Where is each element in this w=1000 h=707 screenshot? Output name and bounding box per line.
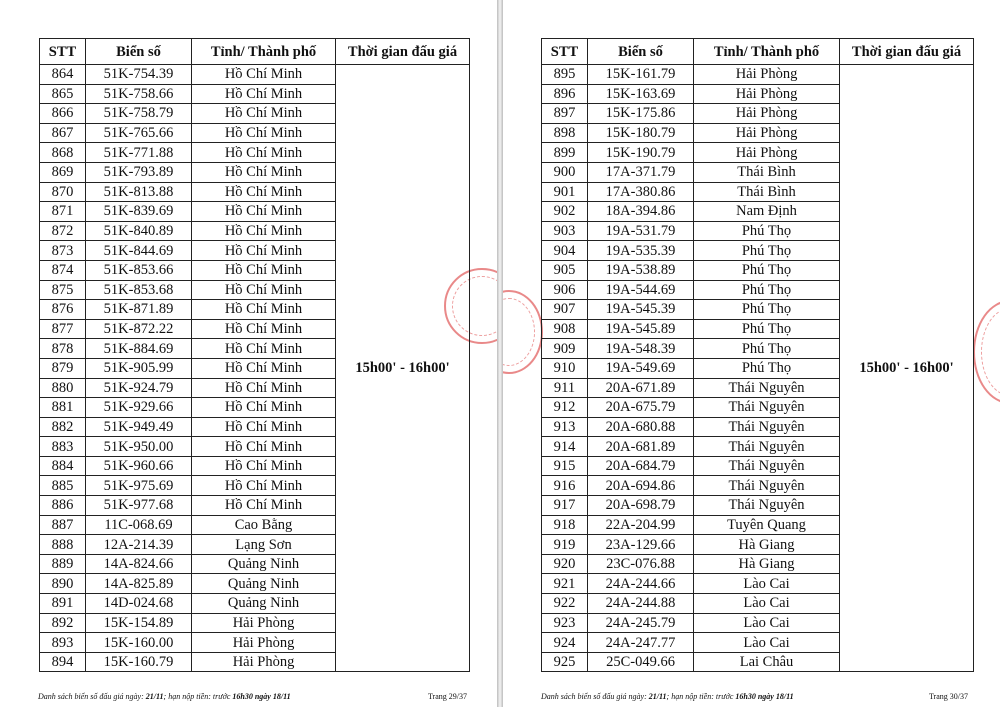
row-stt: 891	[40, 594, 86, 614]
row-province: Lạng Sơn	[192, 535, 336, 555]
row-province: Hải Phòng	[694, 84, 840, 104]
row-stt: 916	[542, 476, 588, 496]
footer-date: 21/11	[648, 692, 667, 701]
row-plate: 20A-694.86	[588, 476, 694, 496]
footer-prefix: Danh sách biển số đấu giá ngày:	[38, 692, 146, 701]
row-plate: 19A-531.79	[588, 221, 694, 241]
row-province: Hải Phòng	[694, 143, 840, 163]
row-plate: 15K-160.00	[86, 633, 192, 653]
row-stt: 889	[40, 554, 86, 574]
row-plate: 25C-049.66	[588, 652, 694, 672]
row-stt: 895	[542, 65, 588, 85]
row-province: Nam Định	[694, 202, 840, 222]
row-plate: 51K-929.66	[86, 398, 192, 418]
row-province: Phú Thọ	[694, 280, 840, 300]
row-stt: 918	[542, 515, 588, 535]
row-plate: 20A-698.79	[588, 496, 694, 516]
row-province: Hà Giang	[694, 554, 840, 574]
row-stt: 912	[542, 398, 588, 418]
row-stt: 882	[40, 417, 86, 437]
row-plate: 14A-825.89	[86, 574, 192, 594]
footer-deadline: 16h30 ngày 18/11	[735, 692, 794, 701]
row-stt: 890	[40, 574, 86, 594]
row-plate: 24A-244.88	[588, 594, 694, 614]
row-stt: 872	[40, 221, 86, 241]
row-province: Hồ Chí Minh	[192, 162, 336, 182]
row-stt: 881	[40, 398, 86, 418]
row-stt: 919	[542, 535, 588, 555]
header-stt: STT	[40, 39, 86, 65]
row-plate: 15K-161.79	[588, 65, 694, 85]
row-stt: 879	[40, 358, 86, 378]
row-plate: 51K-813.88	[86, 182, 192, 202]
row-plate: 14D-024.68	[86, 594, 192, 614]
plates-table	[39, 38, 470, 672]
row-stt: 874	[40, 260, 86, 280]
row-province: Phú Thọ	[694, 221, 840, 241]
row-plate: 20A-675.79	[588, 398, 694, 418]
footer-note	[38, 692, 291, 701]
table-header-row	[542, 39, 974, 65]
row-plate: 20A-680.88	[588, 417, 694, 437]
row-plate: 51K-871.89	[86, 300, 192, 320]
row-stt: 907	[542, 300, 588, 320]
row-province: Quảng Ninh	[192, 554, 336, 574]
row-province: Lào Cai	[694, 574, 840, 594]
row-plate: 20A-684.79	[588, 456, 694, 476]
row-stt: 883	[40, 437, 86, 457]
footer-prefix: Danh sách biển số đấu giá ngày:	[541, 692, 649, 701]
row-province: Hải Phòng	[694, 123, 840, 143]
row-plate: 51K-771.88	[86, 143, 192, 163]
document-page-left	[0, 0, 497, 707]
row-province: Quảng Ninh	[192, 594, 336, 614]
row-province: Hồ Chí Minh	[192, 319, 336, 339]
row-plate: 24A-244.66	[588, 574, 694, 594]
row-plate: 15K-190.79	[588, 143, 694, 163]
row-plate: 51K-765.66	[86, 123, 192, 143]
row-plate: 19A-545.89	[588, 319, 694, 339]
row-stt: 906	[542, 280, 588, 300]
row-province: Phú Thọ	[694, 358, 840, 378]
row-plate: 51K-853.66	[86, 260, 192, 280]
row-province: Hồ Chí Minh	[192, 300, 336, 320]
row-stt: 921	[542, 574, 588, 594]
row-province: Hồ Chí Minh	[192, 123, 336, 143]
row-province: Thái Nguyên	[694, 476, 840, 496]
row-province: Hải Phòng	[192, 633, 336, 653]
row-stt: 901	[542, 182, 588, 202]
row-province: Hồ Chí Minh	[192, 202, 336, 222]
header-stt: STT	[542, 39, 588, 65]
row-plate: 15K-154.89	[86, 613, 192, 633]
row-province: Hải Phòng	[192, 613, 336, 633]
row-plate: 15K-180.79	[588, 123, 694, 143]
footer-middle: ; hạn nộp tiền: trước	[163, 692, 233, 701]
row-plate: 51K-853.68	[86, 280, 192, 300]
row-plate: 12A-214.39	[86, 535, 192, 555]
row-stt: 903	[542, 221, 588, 241]
row-stt: 896	[542, 84, 588, 104]
row-stt: 869	[40, 162, 86, 182]
row-stt: 913	[542, 417, 588, 437]
row-plate: 51K-758.66	[86, 84, 192, 104]
row-province: Lào Cai	[694, 594, 840, 614]
row-stt: 876	[40, 300, 86, 320]
row-province: Hồ Chí Minh	[192, 143, 336, 163]
row-stt: 915	[542, 456, 588, 476]
row-plate: 51K-758.79	[86, 104, 192, 124]
row-stt: 884	[40, 456, 86, 476]
row-stt: 877	[40, 319, 86, 339]
row-stt: 887	[40, 515, 86, 535]
row-province: Hồ Chí Minh	[192, 476, 336, 496]
row-plate: 19A-535.39	[588, 241, 694, 261]
auction-time-cell: 15h00' - 16h00'	[336, 65, 470, 672]
row-stt: 905	[542, 260, 588, 280]
row-stt: 871	[40, 202, 86, 222]
row-province: Hồ Chí Minh	[192, 260, 336, 280]
row-province: Thái Bình	[694, 182, 840, 202]
page-number: Trang 30/37	[928, 692, 968, 701]
row-plate: 15K-160.79	[86, 652, 192, 672]
row-plate: 15K-163.69	[588, 84, 694, 104]
row-province: Hồ Chí Minh	[192, 417, 336, 437]
row-stt: 917	[542, 496, 588, 516]
row-province: Hồ Chí Minh	[192, 104, 336, 124]
row-province: Lai Châu	[694, 652, 840, 672]
footer-deadline: 16h30 ngày 18/11	[232, 692, 291, 701]
row-plate: 51K-950.00	[86, 437, 192, 457]
row-stt: 867	[40, 123, 86, 143]
row-stt: 925	[542, 652, 588, 672]
plates-table	[541, 38, 974, 672]
row-province: Phú Thọ	[694, 300, 840, 320]
header-plate: Biển số	[86, 39, 192, 65]
table-row	[542, 65, 974, 85]
row-province: Phú Thọ	[694, 339, 840, 359]
row-stt: 924	[542, 633, 588, 653]
row-plate: 17A-371.79	[588, 162, 694, 182]
table-row	[40, 65, 470, 85]
row-stt: 908	[542, 319, 588, 339]
red-seal-stamp	[973, 300, 1000, 404]
row-province: Hồ Chí Minh	[192, 358, 336, 378]
row-stt: 899	[542, 143, 588, 163]
row-plate: 24A-245.79	[588, 613, 694, 633]
row-plate: 17A-380.86	[588, 182, 694, 202]
row-stt: 888	[40, 535, 86, 555]
row-stt: 880	[40, 378, 86, 398]
row-plate: 19A-548.39	[588, 339, 694, 359]
row-province: Phú Thọ	[694, 260, 840, 280]
row-province: Thái Nguyên	[694, 398, 840, 418]
row-province: Hồ Chí Minh	[192, 65, 336, 85]
row-stt: 911	[542, 378, 588, 398]
row-plate: 19A-549.69	[588, 358, 694, 378]
row-stt: 878	[40, 339, 86, 359]
row-stt: 885	[40, 476, 86, 496]
row-stt: 920	[542, 554, 588, 574]
row-province: Thái Bình	[694, 162, 840, 182]
row-stt: 873	[40, 241, 86, 261]
row-stt: 893	[40, 633, 86, 653]
row-province: Phú Thọ	[694, 241, 840, 261]
row-plate: 24A-247.77	[588, 633, 694, 653]
row-province: Hồ Chí Minh	[192, 84, 336, 104]
row-province: Hồ Chí Minh	[192, 456, 336, 476]
row-province: Hồ Chí Minh	[192, 280, 336, 300]
row-plate: 51K-949.49	[86, 417, 192, 437]
row-stt: 900	[542, 162, 588, 182]
row-plate: 23C-076.88	[588, 554, 694, 574]
row-stt: 894	[40, 652, 86, 672]
row-plate: 51K-754.39	[86, 65, 192, 85]
row-province: Hồ Chí Minh	[192, 437, 336, 457]
row-province: Hải Phòng	[192, 652, 336, 672]
row-province: Lào Cai	[694, 613, 840, 633]
row-stt: 923	[542, 613, 588, 633]
row-plate: 19A-545.39	[588, 300, 694, 320]
header-province: Tỉnh/ Thành phố	[694, 39, 840, 65]
row-stt: 897	[542, 104, 588, 124]
row-province: Hồ Chí Minh	[192, 339, 336, 359]
header-province: Tỉnh/ Thành phố	[192, 39, 336, 65]
row-plate: 51K-840.89	[86, 221, 192, 241]
row-province: Hồ Chí Minh	[192, 496, 336, 516]
row-plate: 51K-975.69	[86, 476, 192, 496]
row-stt: 864	[40, 65, 86, 85]
table-header-row	[40, 39, 470, 65]
footer-middle: ; hạn nộp tiền: trước	[666, 692, 736, 701]
row-province: Cao Bằng	[192, 515, 336, 535]
row-plate: 18A-394.86	[588, 202, 694, 222]
header-plate: Biển số	[588, 39, 694, 65]
header-auction-time: Thời gian đấu giá	[840, 39, 974, 65]
red-seal-stamp	[503, 290, 543, 374]
row-stt: 868	[40, 143, 86, 163]
row-plate: 51K-960.66	[86, 456, 192, 476]
row-plate: 19A-538.89	[588, 260, 694, 280]
row-stt: 904	[542, 241, 588, 261]
row-stt: 898	[542, 123, 588, 143]
page-number: Trang 29/37	[427, 692, 467, 701]
row-plate: 22A-204.99	[588, 515, 694, 535]
row-province: Phú Thọ	[694, 319, 840, 339]
row-province: Lào Cai	[694, 633, 840, 653]
row-plate: 11C-068.69	[86, 515, 192, 535]
row-plate: 51K-872.22	[86, 319, 192, 339]
row-plate: 19A-544.69	[588, 280, 694, 300]
row-plate: 51K-884.69	[86, 339, 192, 359]
row-province: Thái Nguyên	[694, 496, 840, 516]
row-stt: 865	[40, 84, 86, 104]
row-province: Thái Nguyên	[694, 378, 840, 398]
row-plate: 51K-924.79	[86, 378, 192, 398]
auction-time-cell: 15h00' - 16h00'	[840, 65, 974, 672]
row-stt: 914	[542, 437, 588, 457]
row-plate: 20A-671.89	[588, 378, 694, 398]
row-plate: 20A-681.89	[588, 437, 694, 457]
document-page-right	[503, 0, 1000, 707]
footer-note	[541, 692, 794, 701]
row-stt: 922	[542, 594, 588, 614]
row-province: Hồ Chí Minh	[192, 182, 336, 202]
row-plate: 51K-844.69	[86, 241, 192, 261]
header-auction-time: Thời gian đấu giá	[336, 39, 470, 65]
row-province: Hà Giang	[694, 535, 840, 555]
row-province: Quảng Ninh	[192, 574, 336, 594]
row-plate: 23A-129.66	[588, 535, 694, 555]
row-plate: 51K-839.69	[86, 202, 192, 222]
row-stt: 870	[40, 182, 86, 202]
row-province: Thái Nguyên	[694, 456, 840, 476]
row-plate: 51K-977.68	[86, 496, 192, 516]
row-province: Hồ Chí Minh	[192, 378, 336, 398]
row-province: Tuyên Quang	[694, 515, 840, 535]
row-stt: 866	[40, 104, 86, 124]
row-stt: 902	[542, 202, 588, 222]
row-stt: 875	[40, 280, 86, 300]
row-plate: 51K-905.99	[86, 358, 192, 378]
row-stt: 892	[40, 613, 86, 633]
row-province: Thái Nguyên	[694, 437, 840, 457]
row-stt: 909	[542, 339, 588, 359]
footer-date: 21/11	[145, 692, 164, 701]
row-province: Thái Nguyên	[694, 417, 840, 437]
row-plate: 51K-793.89	[86, 162, 192, 182]
row-plate: 14A-824.66	[86, 554, 192, 574]
row-stt: 910	[542, 358, 588, 378]
row-province: Hồ Chí Minh	[192, 241, 336, 261]
row-stt: 886	[40, 496, 86, 516]
row-province: Hải Phòng	[694, 65, 840, 85]
row-province: Hồ Chí Minh	[192, 221, 336, 241]
row-province: Hải Phòng	[694, 104, 840, 124]
row-plate: 15K-175.86	[588, 104, 694, 124]
row-province: Hồ Chí Minh	[192, 398, 336, 418]
